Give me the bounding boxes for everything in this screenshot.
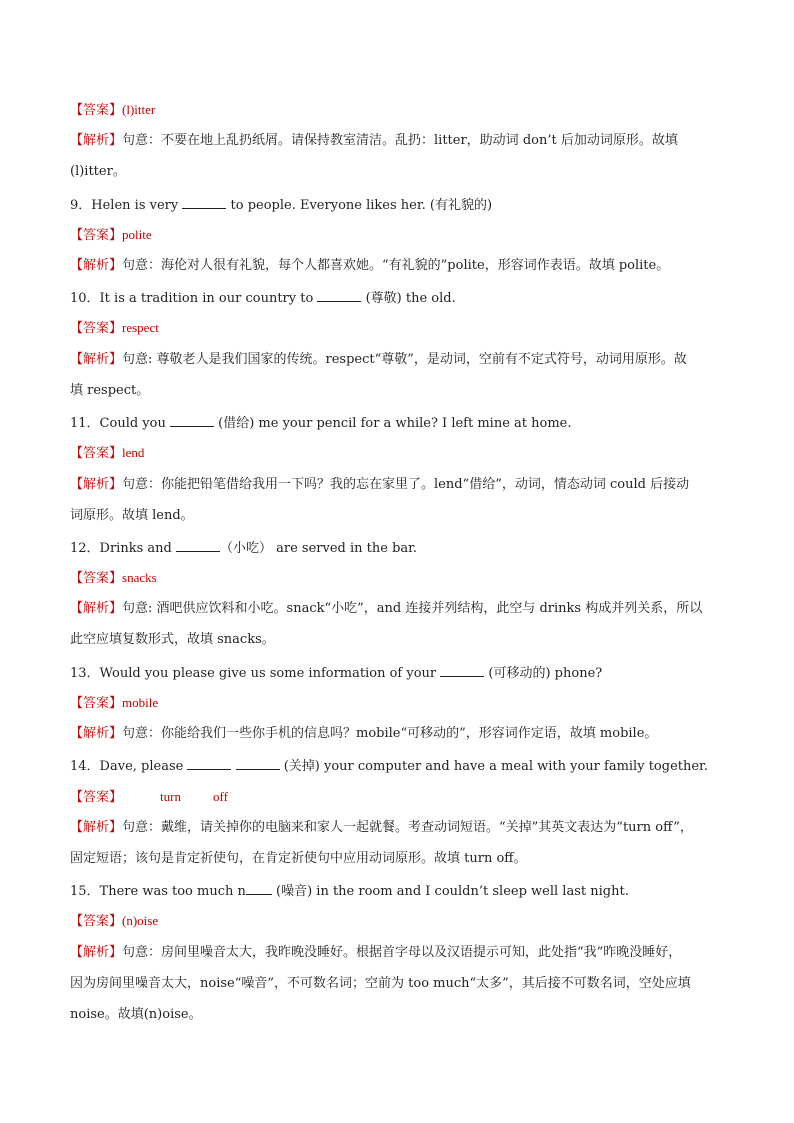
analysis-tag: 【解析】	[70, 258, 123, 273]
q11-answer-line	[70, 445, 144, 462]
q11-analysis-text-1: 句意：你能把铅笔借给我用一下吗？我的忘在家里了。lend“借给”，动词，情态动词 could 后接动	[122, 477, 690, 492]
q10-analysis-line-2	[70, 383, 149, 399]
q15-analysis-line-2	[70, 976, 691, 992]
q13-analysis-text-1: 句意：你能给我们一些你手机的信息吗？mobile“可移动的”，形容词作定语，故填 mobile。	[122, 726, 658, 741]
q15-analysis-text-1: 句意：房间里噪音太大，我昨晚没睡好。根据首字母以及汉语提示可知，此处指“我”昨晚没睡好，	[122, 945, 682, 960]
q12-post: （小吃） are served in the bar.	[219, 541, 418, 556]
q14-pre: Dave, please	[99, 759, 184, 774]
q13-blank[interactable]	[440, 664, 484, 677]
analysis-tag: 【解析】	[70, 820, 123, 835]
question-14	[70, 757, 708, 775]
q14-blank-2[interactable]	[236, 757, 280, 770]
q10-post: (尊敬) the old.	[365, 291, 456, 306]
q9-pre: Helen is very	[91, 198, 179, 213]
q13-analysis-line-1	[70, 726, 657, 742]
answer-tag: 【答案】	[70, 228, 123, 243]
q10-analysis-text-1: 句意: 尊敬老人是我们国家的传统。respect“尊敬”，是动词，空前有不定式符号，动词用原形。故	[122, 352, 687, 367]
q14-analysis-line-2	[70, 851, 527, 867]
q14-answer-1: turn	[160, 789, 181, 804]
q11-analysis-line-1	[70, 477, 689, 493]
q15-analysis-text-2: 因为房间里噪音太大，noise“噪音”，不可数名词；空前为 too much“太多”，其后接不可数名词，空处应填	[70, 976, 691, 991]
q13-answer: mobile	[122, 695, 159, 710]
analysis-tag: 【解析】	[70, 352, 123, 367]
q14-number: 14．	[70, 759, 100, 774]
prev-analysis-text-2: (l)itter。	[70, 164, 126, 179]
q15-answer: (n)oise	[122, 913, 159, 928]
q14-analysis-text-2: 固定短语；该句是肯定祈使句，在肯定祈使句中应用动词原形。故填 turn off。	[70, 851, 527, 866]
q14-analysis-text-1: 句意：戴维，请关掉你的电脑来和家人一起就餐。考查动词短语。“关掉”其英文表达为“turn off”，	[122, 820, 693, 835]
q12-pre: Drinks and	[99, 541, 172, 556]
q11-blank[interactable]	[170, 414, 214, 427]
q15-number: 15．	[70, 884, 100, 899]
q10-analysis-line-1	[70, 352, 687, 368]
q9-analysis-line-1	[70, 258, 669, 274]
q12-analysis-text-2: 此空应填复数形式，故填 snacks。	[70, 632, 275, 647]
q9-answer: polite	[122, 227, 152, 242]
q12-analysis-text-1: 句意: 酒吧供应饮料和小吃。snack“小吃”，and 连接并列结构，此空与 drinks 构成并列关系，所以	[122, 601, 703, 616]
answer-tag: 【答案】	[70, 914, 123, 929]
answer-tag: 【答案】	[70, 696, 123, 711]
q15-analysis-line-1	[70, 945, 681, 961]
answer-tag: 【答案】	[70, 571, 123, 586]
analysis-tag: 【解析】	[70, 133, 123, 148]
q11-post: (借给) me your pencil for a while? I left mine at home.	[218, 416, 572, 431]
prev-answer-line	[70, 102, 155, 119]
prev-analysis-line-1	[70, 133, 678, 149]
q12-blank[interactable]	[176, 539, 220, 552]
q9-number: 9．	[70, 198, 92, 213]
q10-answer: respect	[122, 320, 159, 335]
question-10	[70, 289, 456, 307]
q12-answer-line	[70, 570, 157, 587]
q15-blank[interactable]	[246, 882, 272, 895]
prev-answer: (l)itter	[122, 102, 156, 117]
question-15	[70, 882, 629, 900]
q10-pre: It is a tradition in our country to	[99, 291, 314, 306]
q9-blank[interactable]	[182, 196, 226, 209]
analysis-tag: 【解析】	[70, 477, 123, 492]
q14-post: (关掉) your computer and have a meal with your family together.	[283, 759, 708, 774]
q10-number: 10．	[70, 291, 100, 306]
q10-blank[interactable]	[317, 289, 361, 302]
answer-tag: 【答案】	[70, 790, 123, 805]
answer-tag: 【答案】	[70, 103, 123, 118]
q13-pre: Would you please give us some information of your	[99, 666, 437, 681]
q11-analysis-line-2	[70, 508, 194, 524]
q11-answer: lend	[122, 445, 145, 460]
q15-analysis-text-3: noise。故填(n)oise。	[70, 1007, 202, 1022]
q13-post: (可移动的) phone?	[488, 666, 603, 681]
q11-analysis-text-2: 词原形。故填 lend。	[70, 508, 194, 523]
q11-pre: Could you	[99, 416, 166, 431]
q15-post: (噪音) in the room and I couldn’t sleep well last night.	[276, 884, 629, 899]
q14-answer-line	[70, 789, 228, 806]
prev-analysis-line-2	[70, 164, 126, 180]
q13-number: 13．	[70, 666, 100, 681]
q15-answer-line	[70, 913, 158, 930]
q10-answer-line	[70, 320, 159, 337]
q13-answer-line	[70, 695, 158, 712]
question-11	[70, 414, 571, 432]
q12-number: 12．	[70, 541, 100, 556]
q14-answer-2: off	[212, 789, 228, 804]
analysis-tag: 【解析】	[70, 601, 123, 616]
analysis-tag: 【解析】	[70, 726, 123, 741]
q15-analysis-line-3	[70, 1007, 202, 1023]
q14-analysis-line-1	[70, 820, 693, 836]
q11-number: 11．	[70, 416, 100, 431]
q12-analysis-line-2	[70, 632, 275, 648]
q9-post: to people. Everyone likes her. (有礼貌的)	[230, 198, 493, 213]
q12-analysis-line-1	[70, 601, 702, 617]
q14-blank-1[interactable]	[187, 757, 231, 770]
q15-pre: There was too much n	[99, 884, 246, 899]
q10-analysis-text-2: 填 respect。	[70, 383, 150, 398]
q9-analysis-text-1: 句意：海伦对人很有礼貌，每个人都喜欢她。“有礼貌的”polite，形容词作表语。故填 polite。	[122, 258, 670, 273]
q12-answer: snacks	[122, 570, 157, 585]
answer-tag: 【答案】	[70, 321, 123, 336]
analysis-tag: 【解析】	[70, 945, 123, 960]
q9-answer-line	[70, 227, 152, 244]
prev-analysis-text-1: 句意：不要在地上乱扔纸屑。请保持教室清洁。乱扔：litter，助动词 don’t 后加动词原形。故填	[122, 133, 678, 148]
question-12	[70, 539, 417, 557]
answer-tag: 【答案】	[70, 446, 123, 461]
question-9	[70, 196, 492, 214]
question-13	[70, 664, 602, 682]
